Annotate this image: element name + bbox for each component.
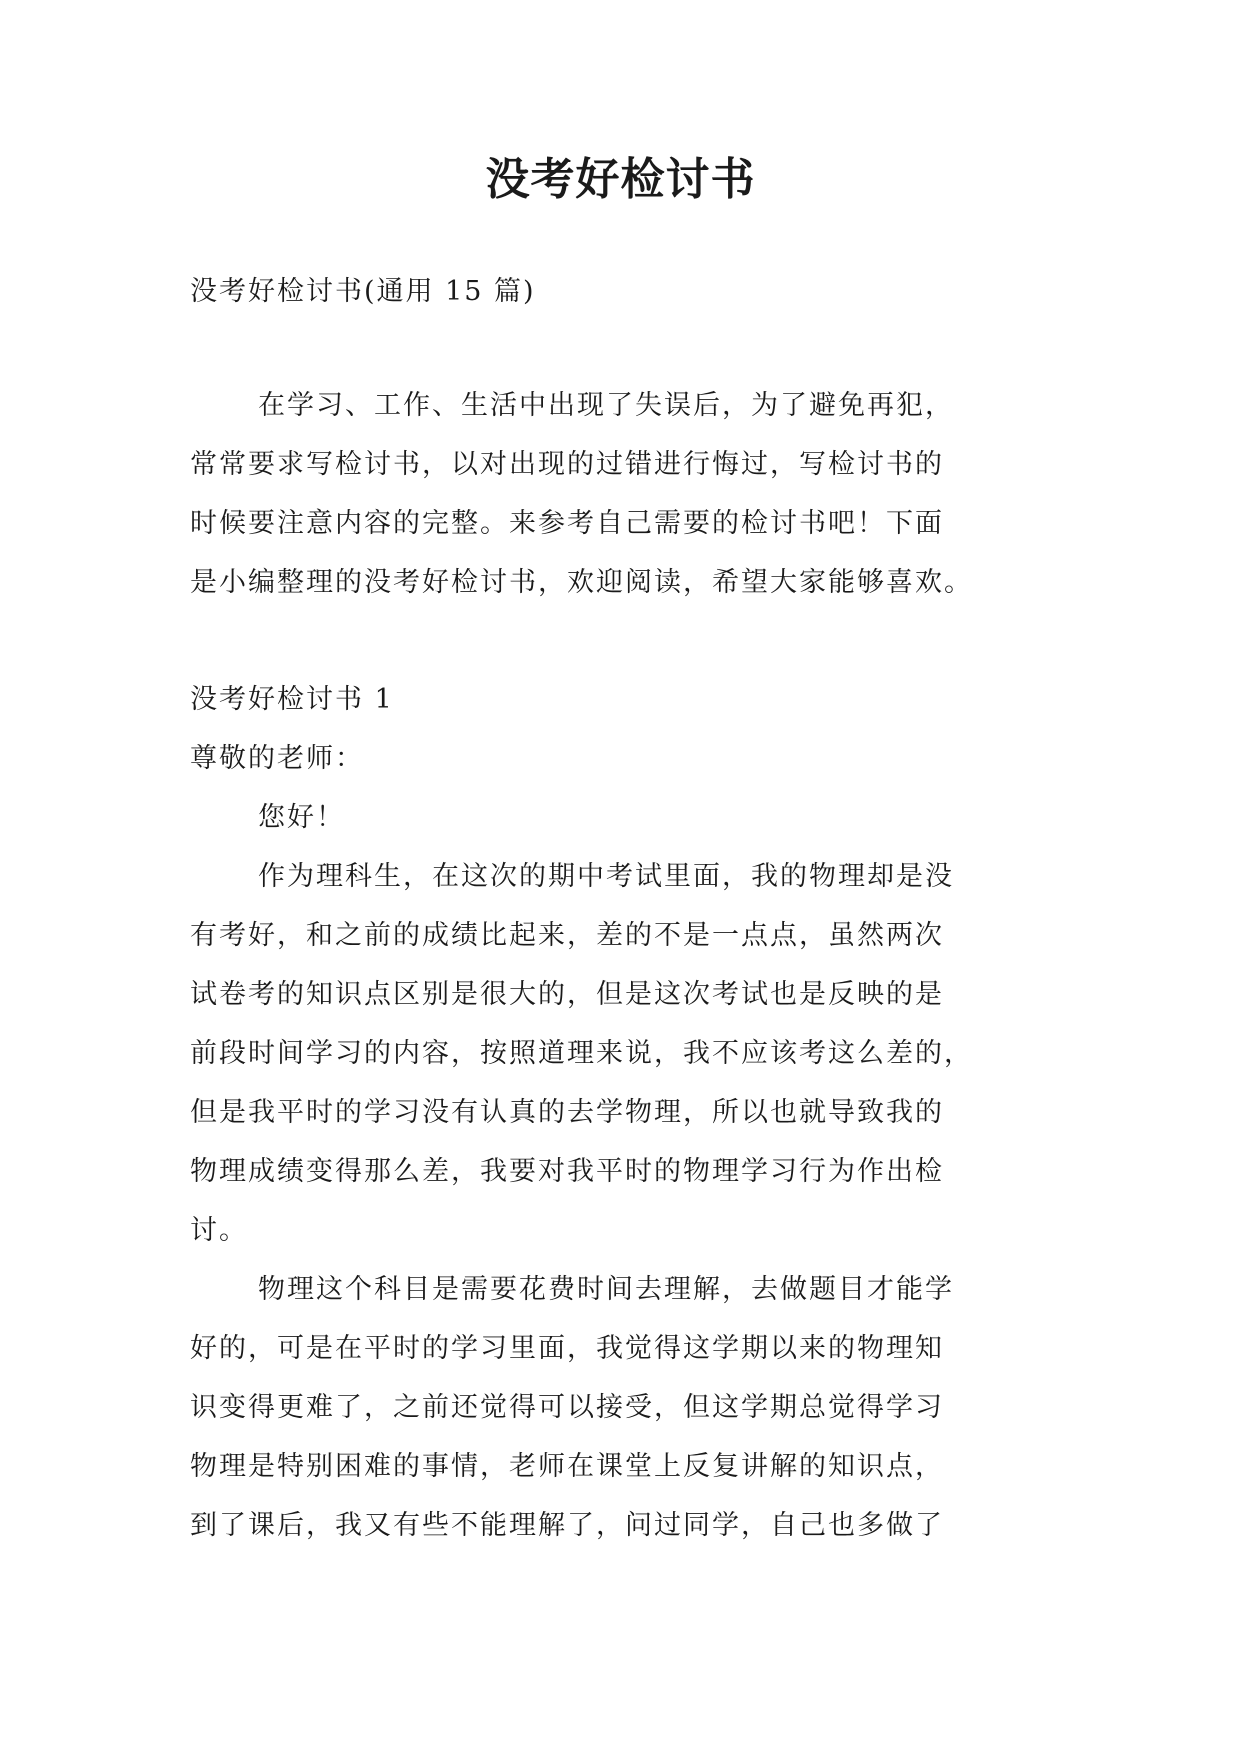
paragraph-line: 到了课后，我又有些不能理解了，问过同学，自己也多做了: [190, 1510, 944, 1541]
paragraph-line: 前段时间学习的内容，按照道理来说，我不应该考这么差的，: [190, 1038, 973, 1069]
intro-line: 时候要注意内容的完整。来参考自己需要的检讨书吧！下面: [190, 508, 944, 539]
intro-line: 常常要求写检讨书，以对出现的过错进行悔过，写检讨书的: [190, 449, 944, 480]
document-title: 没考好检讨书: [485, 154, 756, 205]
intro-paragraph: [190, 376, 1060, 612]
paragraph-line: 物理成绩变得那么差，我要对我平时的物理学习行为作出检: [190, 1156, 944, 1187]
body-paragraph-1: [190, 847, 1060, 1260]
spacer: [190, 321, 1060, 376]
document-body: [190, 262, 1060, 1555]
intro-line: 是小编整理的没考好检讨书，欢迎阅读，希望大家能够喜欢。: [190, 567, 973, 598]
section-heading: 没考好检讨书 1: [190, 684, 394, 715]
paragraph-line: 讨。: [190, 1215, 248, 1246]
paragraph-line: 物理这个科目是需要花费时间去理解，去做题目才能学: [258, 1274, 954, 1305]
body-paragraph-2: [190, 1260, 1060, 1555]
greeting: 您好！: [258, 802, 345, 833]
paragraph-line: 有考好，和之前的成绩比起来，差的不是一点点，虽然两次: [190, 920, 944, 951]
paragraph-line: 识变得更难了，之前还觉得可以接受，但这学期总觉得学习: [190, 1392, 944, 1423]
paragraph-line: 试卷考的知识点区别是很大的，但是这次考试也是反映的是: [190, 979, 944, 1010]
paragraph-line: 作为理科生，在这次的期中考试里面，我的物理却是没: [258, 861, 954, 892]
paragraph-line: 好的，可是在平时的学习里面，我觉得这学期以来的物理知: [190, 1333, 944, 1364]
paragraph-line: 但是我平时的学习没有认真的去学物理，所以也就导致我的: [190, 1097, 944, 1128]
document-subtitle: 没考好检讨书(通用 15 篇): [190, 276, 536, 307]
salutation: 尊敬的老师：: [190, 743, 364, 774]
intro-line: 在学习、工作、生活中出现了失误后，为了避免再犯，: [258, 390, 954, 421]
paragraph-line: 物理是特别困难的事情，老师在课堂上反复讲解的知识点，: [190, 1451, 944, 1482]
spacer: [190, 612, 1060, 670]
